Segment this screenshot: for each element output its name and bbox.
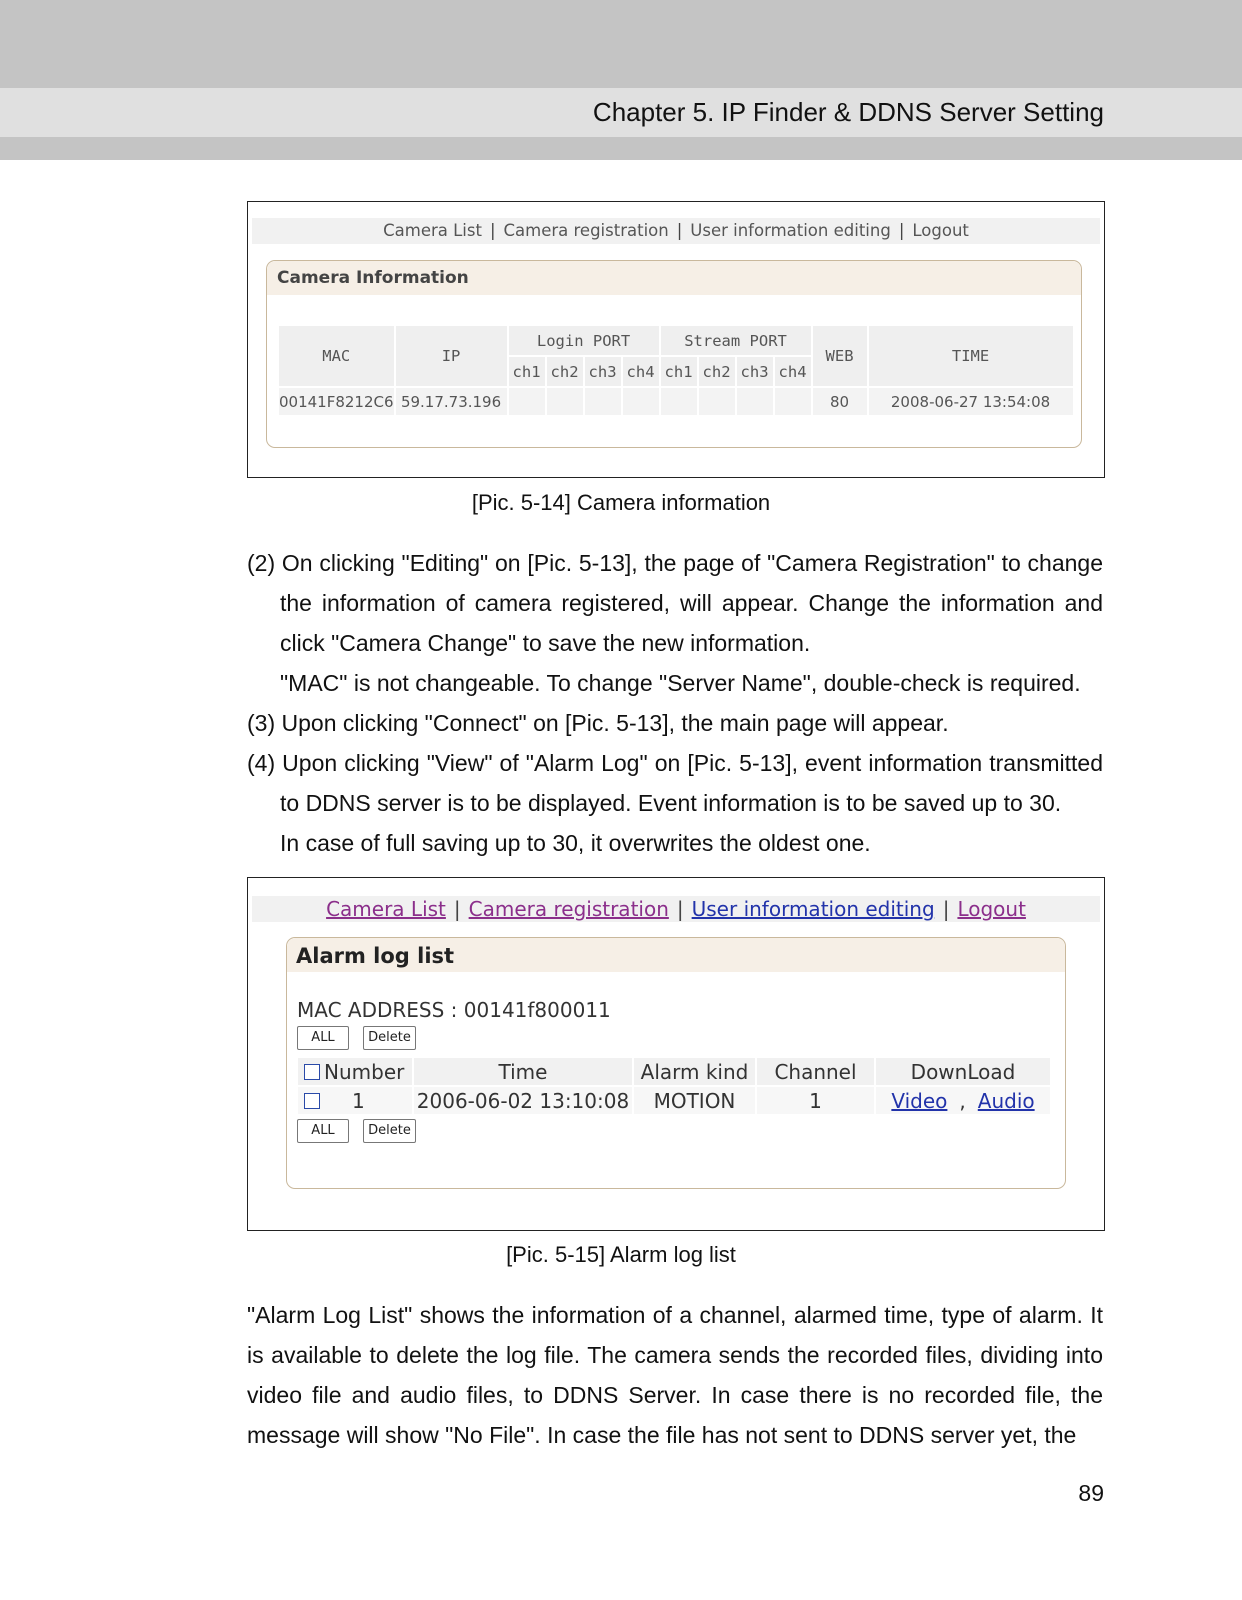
video-link[interactable]: Video [891,1088,948,1113]
top-nav: Camera List | Camera registration | User information editing | Logout [252,218,1100,244]
cell-ip: 59.17.73.196 [396,388,507,415]
all-button[interactable]: ALL [297,1026,349,1050]
col-time: TIME [869,326,1073,386]
col-time: Time [414,1058,632,1085]
col-stream-ch4: ch4 [775,357,811,386]
audio-link[interactable]: Audio [977,1088,1035,1113]
col-login-ch3: ch3 [585,357,621,386]
cell-time: 2008-06-27 13:54:08 [869,388,1073,415]
item-3: (3) Upon clicking "Connect" on [Pic. 5-13], the main page will appear. [247,710,949,736]
alarm-log-screenshot [247,877,1105,1231]
delete-button[interactable]: Delete [363,1026,416,1050]
all-button-bottom[interactable]: ALL [297,1119,349,1143]
col-download: DownLoad [876,1058,1050,1085]
cell-number: 1 [298,1087,412,1114]
col-login-ch2: ch2 [547,357,583,386]
col-stream-port: Stream PORT [661,326,811,355]
nav-camera-list[interactable]: Camera List [383,221,482,240]
item-2: (2) On clicking "Editing" on [Pic. 5-13], the page of "Camera Registration" to change the information of camera registered, will appear. Change the information and click "Camera Change" to save the new information. [247,550,1103,656]
cell-time: 2006-06-02 13:10:08 [414,1087,632,1114]
row-checkbox[interactable] [304,1093,320,1109]
delete-button-bottom[interactable]: Delete [363,1119,416,1143]
col-stream-ch3: ch3 [737,357,773,386]
header-band-bottom [0,137,1242,160]
nav-camera-registration[interactable]: Camera registration [503,221,669,240]
col-web: WEB [813,326,867,386]
mac-address: MAC ADDRESS : 00141f800011 [297,998,611,1022]
nav-logout[interactable]: Logout [912,221,969,240]
item-4: (4) Upon clicking "View" of "Alarm Log" on [Pic. 5-13], event information transmitted to DDNS server is to be displayed. Event information is to be saved up to 30. [247,750,1103,816]
nav-camera-list[interactable]: Camera List [326,897,446,921]
table-row [298,1087,1050,1114]
chapter-title: Chapter 5. IP Finder & DDNS Server Setting [592,97,1104,127]
col-stream-ch1: ch1 [661,357,697,386]
instructions [247,543,1103,863]
table-row [279,388,1073,415]
alarm-log-table [296,1056,1052,1116]
col-mac: MAC [279,326,394,386]
col-channel: Channel [757,1058,874,1085]
camera-information-screenshot [247,201,1105,478]
col-alarm-kind: Alarm kind [634,1058,755,1085]
top-nav: Camera List | Camera registration | User information editing | Logout [252,896,1100,922]
closing-paragraph: "Alarm Log List" shows the information of a channel, alarmed time, type of alarm. It is available to delete the log file. The camera sends the recorded files, dividing into video file and audio files, to DDNS Server. In case there is no recorded file, the message will show "No File". In case the file has not sent to DDNS server yet, the [247,1302,1103,1448]
nav-user-information-editing[interactable]: User information editing [690,221,891,240]
figure-caption-2: [Pic. 5-15] Alarm log list [506,1242,736,1267]
col-login-ch1: ch1 [509,357,545,386]
select-all-checkbox[interactable] [304,1064,320,1080]
item-4-note: In case of full saving up to 30, it overwrites the oldest one. [280,830,871,856]
figure-caption-1: [Pic. 5-14] Camera information [471,490,771,515]
page-number: 89 [1078,1480,1104,1506]
cell-download: Video , Audio [876,1087,1050,1114]
camera-info-table [277,324,1075,417]
alarm-log-panel [286,937,1066,1189]
panel-title: Alarm log list [287,938,1065,972]
header-band-top [0,0,1242,88]
panel-title: Camera Information [267,261,1081,295]
nav-logout[interactable]: Logout [957,897,1026,921]
item-2-note: "MAC" is not changeable. To change "Server Name", double-check is required. [280,670,1081,696]
col-stream-ch2: ch2 [699,357,735,386]
col-ip: IP [396,326,507,386]
cell-mac: 00141F8212C6 [279,388,394,415]
cell-channel: 1 [757,1087,874,1114]
cell-web: 80 [813,388,867,415]
cell-alarm-kind: MOTION [634,1087,755,1114]
col-number: Number [298,1058,412,1085]
nav-camera-registration[interactable]: Camera registration [468,897,669,921]
nav-user-information-editing[interactable]: User information editing [691,897,935,921]
col-login-port: Login PORT [509,326,659,355]
col-login-ch4: ch4 [623,357,659,386]
